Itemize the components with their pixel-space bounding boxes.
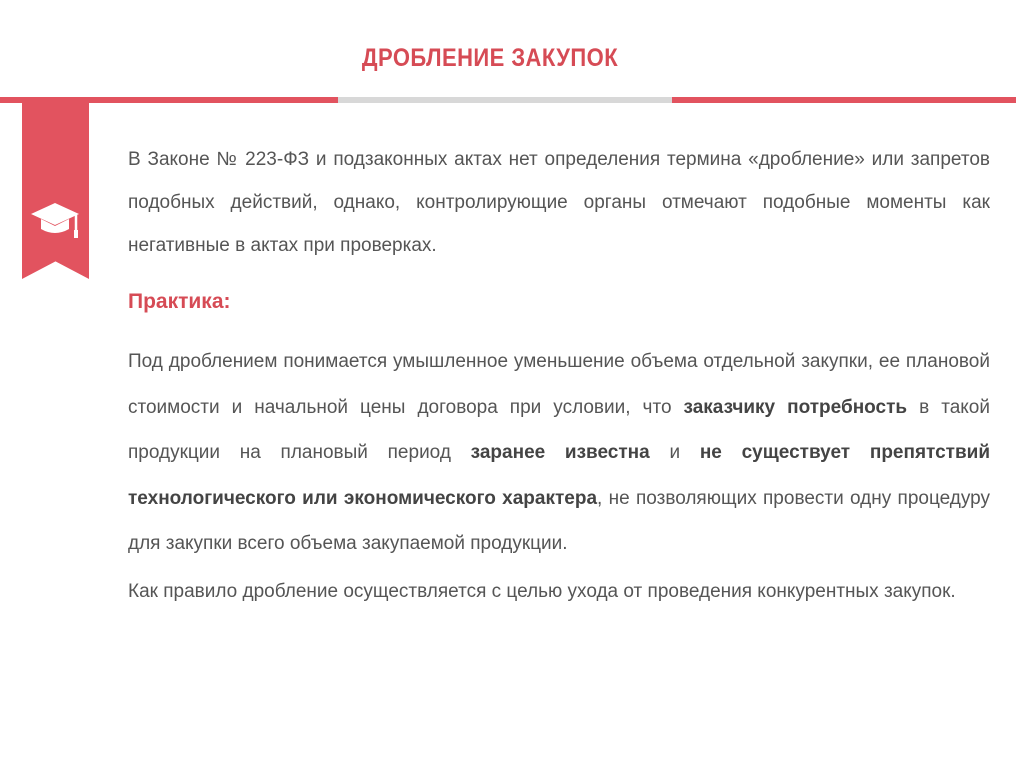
header-bar-right (672, 97, 1016, 103)
definition-bold-known: заранее известна (470, 442, 650, 463)
bookmark-ribbon (22, 103, 89, 279)
paragraph-definition (128, 339, 990, 567)
paragraph-conclusion: Как правило дробление осуществляется с целью ухода от проведения конкурентных закупок. (128, 580, 956, 602)
definition-bold-obstacles: не существует препятствий технологического или экономического характера (128, 442, 991, 509)
paragraph-law: В Законе № 223-ФЗ и подзаконных актах нет определения термина «дробление» или запретов подобных действий, однако, контролирующие органы отмечают подобные моменты как негативные в актах при проверках. (128, 149, 990, 256)
definition-text: , не позволяющих провести одну процедуру для закупки всего объема закупаемой продукции. (128, 487, 990, 554)
header-bar-middle (338, 97, 672, 103)
slide-content (128, 138, 990, 607)
slide-title: ДРОБЛЕНИЕ ЗАКУПОК (361, 44, 619, 72)
header-bar-left (0, 97, 338, 103)
definition-text: и (649, 442, 700, 463)
practice-heading: Практика: (128, 290, 231, 313)
definition-text: Под дроблением понимается умышленное уменьшение объема отдельной закупки, ее плановой стоимости и начальной цены договора при условии, что (128, 351, 990, 418)
definition-text: в такой продукции на плановый период (128, 396, 990, 463)
graduation-cap-icon (29, 199, 81, 243)
definition-bold-need: заказчику потребность (683, 396, 908, 418)
